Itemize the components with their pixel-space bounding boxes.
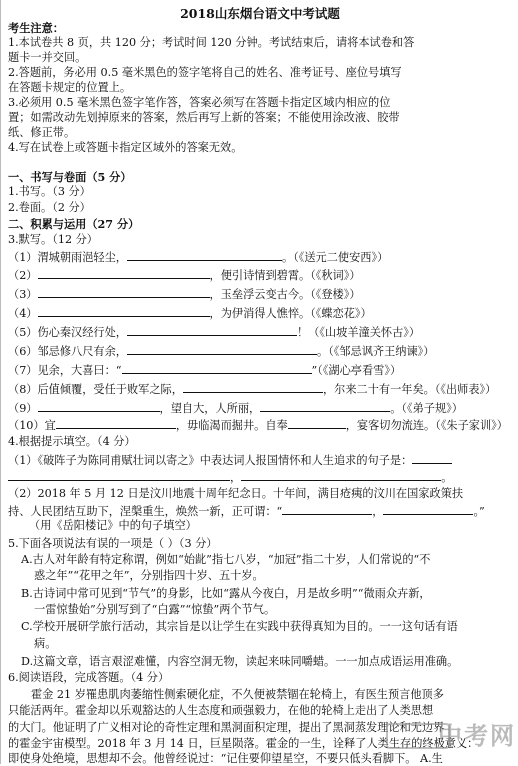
notice-line: 题卡一并交回。 — [8, 51, 87, 64]
recitation-item: （7）见余，大喜曰：“ ”（《湖心亭看雪》） — [8, 364, 402, 377]
notice-line: 4.写在试卷上或答题卡指定区域外的答案无效。 — [8, 141, 243, 154]
answer-blank[interactable] — [38, 286, 210, 298]
option-line: 病。 — [34, 637, 57, 650]
passage-line: 只能活两年。霍金却以乐观豁达的人生态度和顽强毅力，在他的轮椅上走出了人类思想 — [8, 704, 434, 717]
option-line: C.学校开展研学旅行活动，其宗旨是以让学生在实践中获得真知为目的。一一这句话有语 — [21, 620, 458, 633]
question-text: （用《岳阳楼记》中的句子填空） — [29, 519, 197, 532]
option-line: B.古诗词中常可见到“节气”的身影，比如“露从今夜白，月是故乡明”“微雨众卉新， — [21, 587, 431, 600]
notice-heading: 考生注意： — [8, 21, 64, 35]
section-heading: 一、书写与卷面（5 分） — [8, 170, 132, 184]
passage-line: 霍金 21 岁罹患肌肉萎缩性侧索硬化症，不久便被禁锢在轮椅上，有医生预言他顶多 — [31, 688, 444, 701]
answer-blank[interactable] — [183, 381, 323, 393]
recitation-item: （2） ，便引诗情到碧霄。（《秋词》） — [8, 269, 361, 282]
question-stem: 5.下面各项说法有误的一项是（ ）（3 分） — [8, 537, 218, 550]
watermark-text: 中考网 — [438, 722, 516, 750]
answer-blank[interactable] — [412, 452, 452, 464]
answer-blank[interactable] — [288, 417, 346, 429]
notice-line: 置；如需改动先划掉原来的答案，然后再写上新的答案；不能使用涂改液、胶带 — [8, 111, 400, 124]
answer-blank[interactable] — [56, 417, 176, 429]
passage-line: 的大门。他证明了广义相对论的奇性定理和黑洞面积定理，提出了黑洞蒸发理论和无边界 — [8, 721, 445, 734]
notice-line: 3.必须用 0.5 毫米黑色签字笔作答，答案必须写在答题卡指定区域内相应的位 — [8, 96, 391, 109]
answer-blank[interactable] — [38, 400, 160, 412]
answer-blank[interactable] — [260, 400, 390, 412]
question-item: 2.卷面。（2 分） — [8, 201, 91, 214]
recitation-item: （4） ，为伊消得人憔悴。（《蝶恋花》） — [8, 307, 372, 320]
fill-line: （1）《破阵子为陈同甫赋壮词以寄之》中表达词人报国情怀和人生追求的句子是： — [8, 452, 512, 468]
option-line: 惑之年”“花甲之年”，分别指四十岁、五十岁。 — [34, 569, 264, 582]
answer-blank[interactable] — [122, 362, 312, 374]
recitation-item: （10）宜 ，毋临渴而掘井。自奉 ，宴客切勿流连。（《朱子家训》） — [8, 419, 508, 432]
option-line: 一雷惊蛰始”分别写到了“白露”“惊蛰”两个节气。 — [34, 603, 276, 616]
passage-line: 即使身处绝境，思想却不会。他曾经说过：“记住要仰望星空，不要只低头看脚下。 A.生 — [8, 752, 443, 765]
option-line: D.这篇文章，语言艰涩难懂，内容空洞无物，读起来味同嚼蜡。一一加点成语运用准确。 — [21, 655, 459, 668]
answer-blank[interactable] — [38, 267, 210, 279]
answer-blank[interactable] — [127, 324, 297, 336]
question-text: （2）2018 年 5 月 12 日是汶川地震十周年纪念日。十年间，满目疮痍的汶川在国家政策扶 — [8, 487, 464, 500]
answer-blank[interactable] — [241, 469, 441, 481]
recitation-item: （8）后值倾覆，受任于败军之际， ，尔来二十有一年矣。（《出师表》） — [8, 383, 497, 396]
answer-blank[interactable] — [8, 469, 230, 481]
question-stem: 4.根据提示填空。（4 分） — [8, 435, 136, 448]
notice-line: 在答题卡规定的位置上。 — [8, 81, 132, 94]
fill-line: 持、人民团结互助下，涅槃重生，焕然一新，正可谓：“ ， 。” — [8, 505, 485, 518]
question-stem: 6.阅读语段，完成答题。（4 分） — [8, 671, 170, 684]
recitation-item: （6）邹忌修八尺有余， 。（《邹忌讽齐王纳谏》） — [8, 345, 435, 358]
answer-blank[interactable] — [38, 305, 210, 317]
notice-line: 纸、修正带。 — [8, 126, 76, 139]
passage-line: 的霍金宇宙模型。2018 年 3 月 14 日，巨星陨落。霍金的一生，诠释了人类生存的终极意义： — [8, 737, 479, 750]
notice-line: 1.本试卷共 8 页，共 120 分；考试时间 120 分钟。考试结束后，请将本试卷和答 — [8, 36, 415, 49]
recitation-item: （9） ，望自大，人所丽， 。（《弟子规》） — [8, 402, 463, 415]
fill-line: ， 。 — [8, 469, 512, 485]
notice-line: 2.答题前，务必用 0.5 毫米黑色的签字笔将自己的姓名、准考证号、座位号填写 — [8, 66, 402, 79]
answer-blank[interactable] — [282, 503, 372, 515]
question-item: 1.书写。（3 分） — [8, 185, 91, 198]
question-stem: 3.默写。（12 分） — [8, 233, 98, 246]
section-heading: 二、积累与运用（27 分） — [8, 217, 140, 231]
page-title: 2018山东烟台语文中考试题 — [180, 6, 340, 21]
answer-blank[interactable] — [127, 249, 282, 261]
answer-blank[interactable] — [127, 343, 317, 355]
recitation-item: （1）渭城朝雨浥轻尘， 。（《送元二使安西》） — [8, 251, 389, 264]
answer-blank[interactable] — [383, 503, 473, 515]
option-line: A.古人对年龄有特定称谓，例如“始龀”指七八岁，“加冠”指二十岁，人们常说的“不 — [21, 553, 431, 566]
recitation-item: （5）伤心秦汉经行处， ！（《山坡羊潼关怀古》） — [8, 326, 421, 339]
recitation-item: （3） ，玉垒浮云变古今。（《登楼》） — [8, 288, 361, 301]
